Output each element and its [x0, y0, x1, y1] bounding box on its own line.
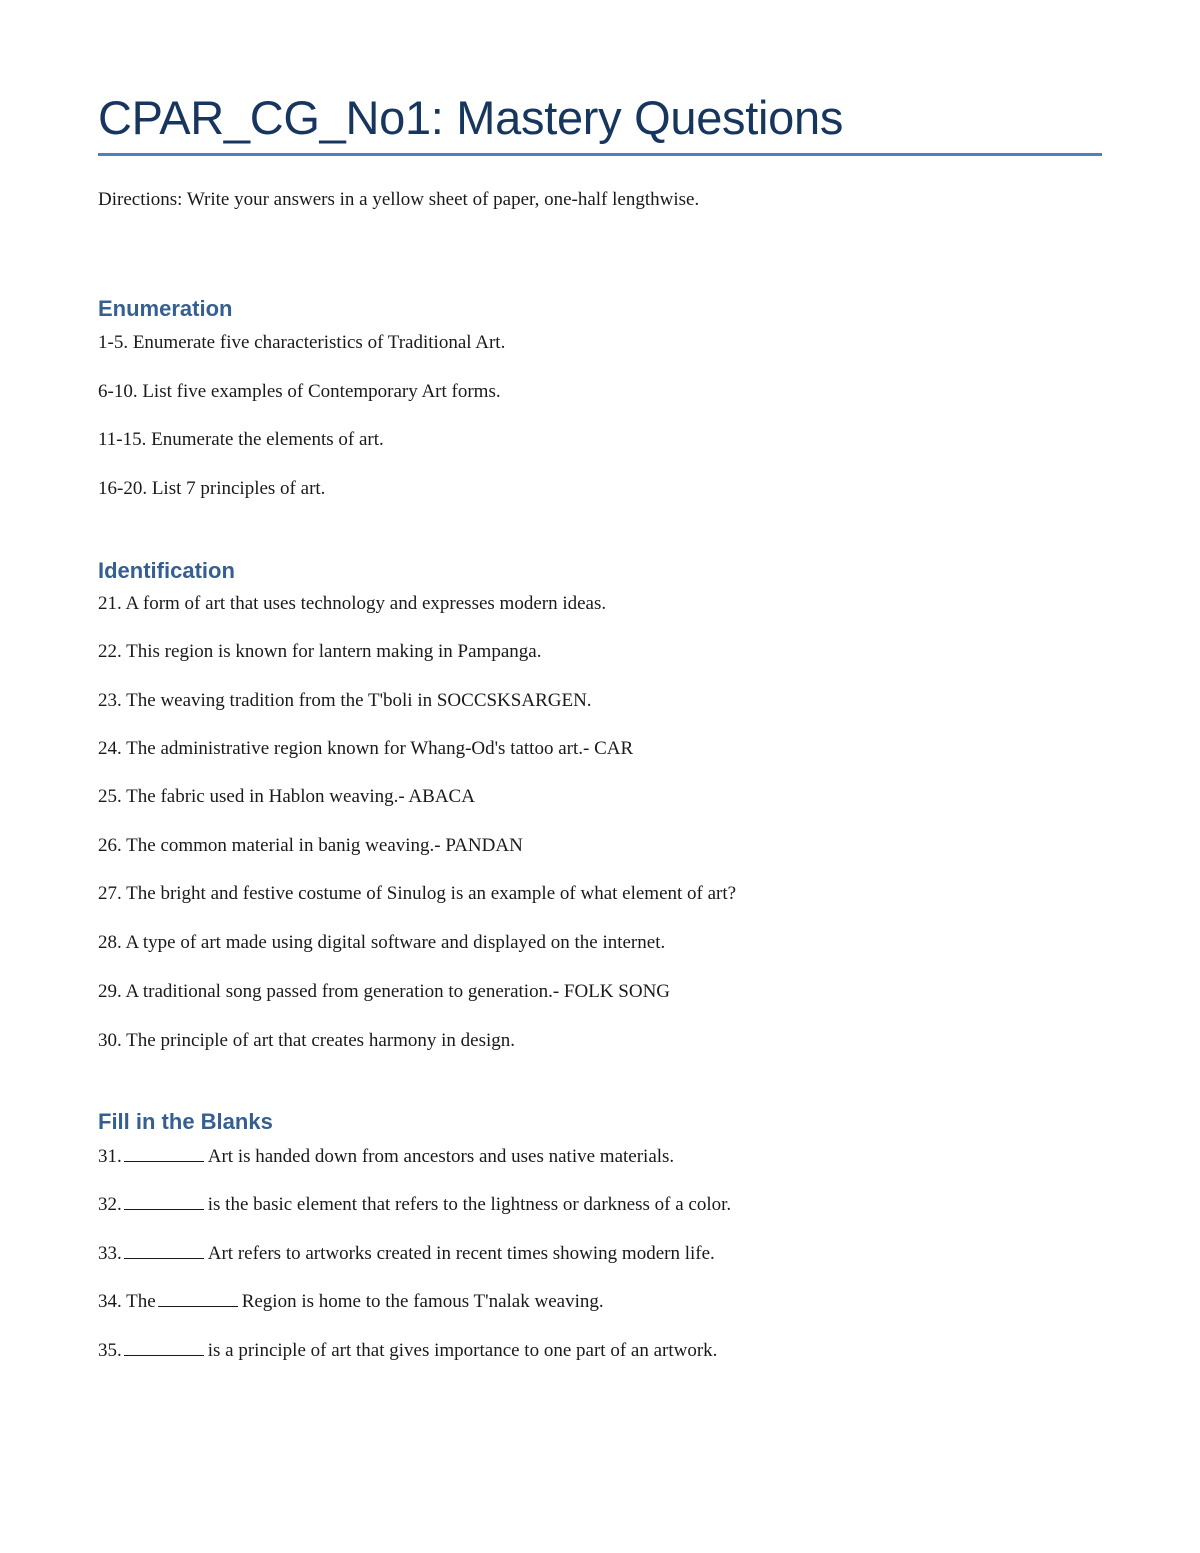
fill-in-item [98, 1191, 731, 1218]
section-heading-enumeration: Enumeration [98, 296, 233, 321]
fill-in-text: Art is handed down from ancestors and uses native materials. [207, 1146, 675, 1167]
fill-in-number: 32. [98, 1194, 122, 1215]
question-item: 23. The weaving tradition from the T'boli in SOCCSKSARGEN. [98, 690, 592, 711]
question-item: 27. The bright and festive costume of Sinulog is an example of what element of art? [98, 883, 737, 904]
question-item: 28. A type of art made using digital software and displayed on the internet. [98, 932, 666, 953]
question-item: 1-5. Enumerate five characteristics of Traditional Art. [98, 332, 506, 353]
answer-blank [124, 1143, 204, 1162]
section-heading-identification: Identification [98, 558, 235, 583]
answer-blank [124, 1191, 204, 1210]
fill-in-item [98, 1288, 604, 1315]
fill-in-text: Region is home to the famous T'nalak weaving. [241, 1291, 604, 1312]
question-item: 6-10. List five examples of Contemporary Art forms. [98, 381, 501, 402]
question-item: 30. The principle of art that creates harmony in design. [98, 1030, 515, 1051]
fill-in-text: Art refers to artworks created in recent times showing modern life. [207, 1243, 715, 1264]
question-item: 25. The fabric used in Hablon weaving.- ABACA [98, 786, 475, 807]
question-item: 24. The administrative region known for Whang-Od's tattoo art.- CAR [98, 738, 634, 759]
page-title: CPAR_CG_No1: Mastery Questions [98, 91, 844, 144]
answer-blank [124, 1337, 204, 1356]
answer-blank [158, 1288, 238, 1307]
question-item: 29. A traditional song passed from generation to generation.- FOLK SONG [98, 981, 671, 1002]
fill-in-text: is a principle of art that gives importance to one part of an artwork. [207, 1340, 718, 1361]
fill-in-text: is the basic element that refers to the lightness or darkness of a color. [207, 1194, 732, 1215]
question-item: 16-20. List 7 principles of art. [98, 478, 326, 499]
question-item: 21. A form of art that uses technology and expresses modern ideas. [98, 593, 607, 614]
fill-in-item [98, 1240, 715, 1267]
fill-in-item [98, 1337, 717, 1364]
fill-in-number: 33. [98, 1243, 122, 1264]
directions-text: Directions: Write your answers in a yellow sheet of paper, one-half lengthwise. [98, 189, 700, 210]
question-item: 11-15. Enumerate the elements of art. [98, 429, 384, 450]
question-item: 22. This region is known for lantern making in Pampanga. [98, 641, 542, 662]
fill-in-item [98, 1143, 674, 1170]
title-underline [98, 153, 1102, 156]
answer-blank [124, 1240, 204, 1259]
fill-in-number: 31. [98, 1146, 122, 1167]
fill-in-number: 35. [98, 1340, 122, 1361]
section-heading-fill-in-the-blanks: Fill in the Blanks [98, 1109, 273, 1134]
fill-in-number: 34. The [98, 1291, 156, 1312]
question-item: 26. The common material in banig weaving.- PANDAN [98, 835, 523, 856]
